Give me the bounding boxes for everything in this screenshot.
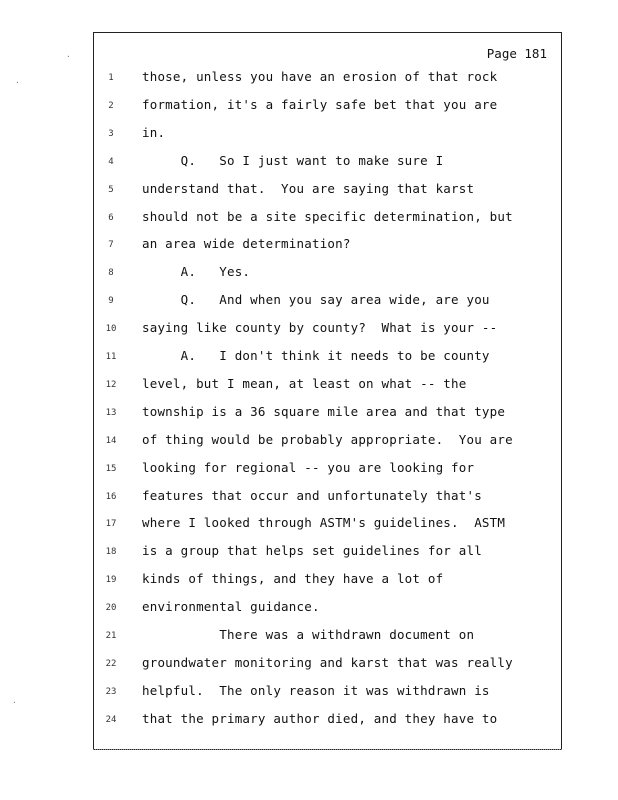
line-text: is a group that helps set guidelines for all xyxy=(142,543,482,559)
line-text: helpful. The only reason it was withdrawn is xyxy=(142,682,490,698)
transcript-line xyxy=(94,292,563,312)
scan-mark: · xyxy=(15,78,20,87)
line-text: formation, it's a fairly safe bet that you are xyxy=(142,96,498,112)
line-text: those, unless you have an erosion of that rock xyxy=(142,69,498,84)
line-number: 20 xyxy=(105,603,117,614)
line-text: of thing would be probably appropriate. You are xyxy=(142,431,513,447)
line-text: environmental guidance. xyxy=(142,599,320,615)
line-text: in. xyxy=(142,124,166,140)
line-number: 6 xyxy=(108,212,114,223)
line-text: understand that. You are saying that karst xyxy=(142,180,475,196)
line-number: 4 xyxy=(108,156,114,167)
line-number: 3 xyxy=(108,128,114,139)
line-text: that the primary author died, and they have to xyxy=(142,710,498,726)
line-number: 5 xyxy=(108,184,114,195)
line-text: an area wide determination? xyxy=(142,236,351,252)
transcript-line xyxy=(94,488,563,508)
transcript-line xyxy=(94,655,563,675)
line-text: should not be a site specific determination, but xyxy=(142,208,513,224)
line-number: 17 xyxy=(105,519,117,530)
line-text: saying like county by county? What is your -- xyxy=(142,320,498,336)
transcript-line xyxy=(94,460,563,480)
line-number: 19 xyxy=(105,575,117,586)
line-number: 22 xyxy=(105,658,117,669)
transcript-line xyxy=(94,683,563,703)
line-text: A. Yes. xyxy=(142,264,251,280)
transcript-line xyxy=(94,404,563,424)
transcript-line xyxy=(94,627,563,647)
page-bottom-edge xyxy=(93,749,562,752)
transcript-page xyxy=(93,32,562,750)
page-number: Page 181 xyxy=(486,46,547,61)
transcript-line xyxy=(94,711,563,731)
line-text: township is a 36 square mile area and that type xyxy=(142,403,506,419)
transcript-line xyxy=(94,97,563,117)
line-number: 12 xyxy=(105,379,117,390)
line-number: 7 xyxy=(108,240,114,251)
line-text: kinds of things, and they have a lot of xyxy=(142,571,444,587)
line-text: A. I don't think it needs to be county xyxy=(142,348,490,363)
transcript-line xyxy=(94,432,563,452)
transcript-line xyxy=(94,320,563,340)
line-number: 11 xyxy=(105,352,117,362)
transcript-line xyxy=(94,209,563,229)
transcript-line xyxy=(94,599,563,619)
line-text: Q. So I just want to make sure I xyxy=(142,152,444,168)
line-number: 9 xyxy=(108,296,114,307)
transcript-line xyxy=(94,543,563,563)
line-number: 23 xyxy=(105,686,117,697)
transcript-line xyxy=(94,181,563,201)
transcript-line xyxy=(94,125,563,145)
line-number: 18 xyxy=(105,547,117,558)
line-number: 21 xyxy=(105,631,117,641)
transcript-line xyxy=(94,69,563,89)
transcript-line xyxy=(94,515,563,535)
scan-mark: · xyxy=(66,52,71,61)
line-number: 15 xyxy=(105,463,117,474)
transcript-line xyxy=(94,571,563,591)
line-number: 10 xyxy=(105,324,117,335)
transcript-line xyxy=(94,264,563,284)
line-text: There was a withdrawn document on xyxy=(142,627,475,642)
line-text: looking for regional -- you are looking for xyxy=(142,459,475,475)
line-number: 16 xyxy=(105,491,117,502)
line-number: 24 xyxy=(105,714,117,725)
line-number: 14 xyxy=(105,435,117,446)
line-text: groundwater monitoring and karst that was really xyxy=(142,654,513,670)
line-text: level, but I mean, at least on what -- the xyxy=(142,375,467,391)
line-text: Q. And when you say area wide, are you xyxy=(142,292,490,308)
line-number: 1 xyxy=(108,73,114,83)
transcript-line xyxy=(94,376,563,396)
line-number: 8 xyxy=(108,268,114,279)
line-text: where I looked through ASTM's guidelines. ASTM xyxy=(142,515,506,531)
line-text: features that occur and unfortunately that's xyxy=(142,487,482,503)
line-number: 2 xyxy=(108,100,114,111)
transcript-line xyxy=(94,348,563,368)
line-number: 13 xyxy=(105,407,117,418)
transcript-line xyxy=(94,236,563,256)
transcript-line xyxy=(94,153,563,173)
scan-mark: · xyxy=(12,698,17,707)
